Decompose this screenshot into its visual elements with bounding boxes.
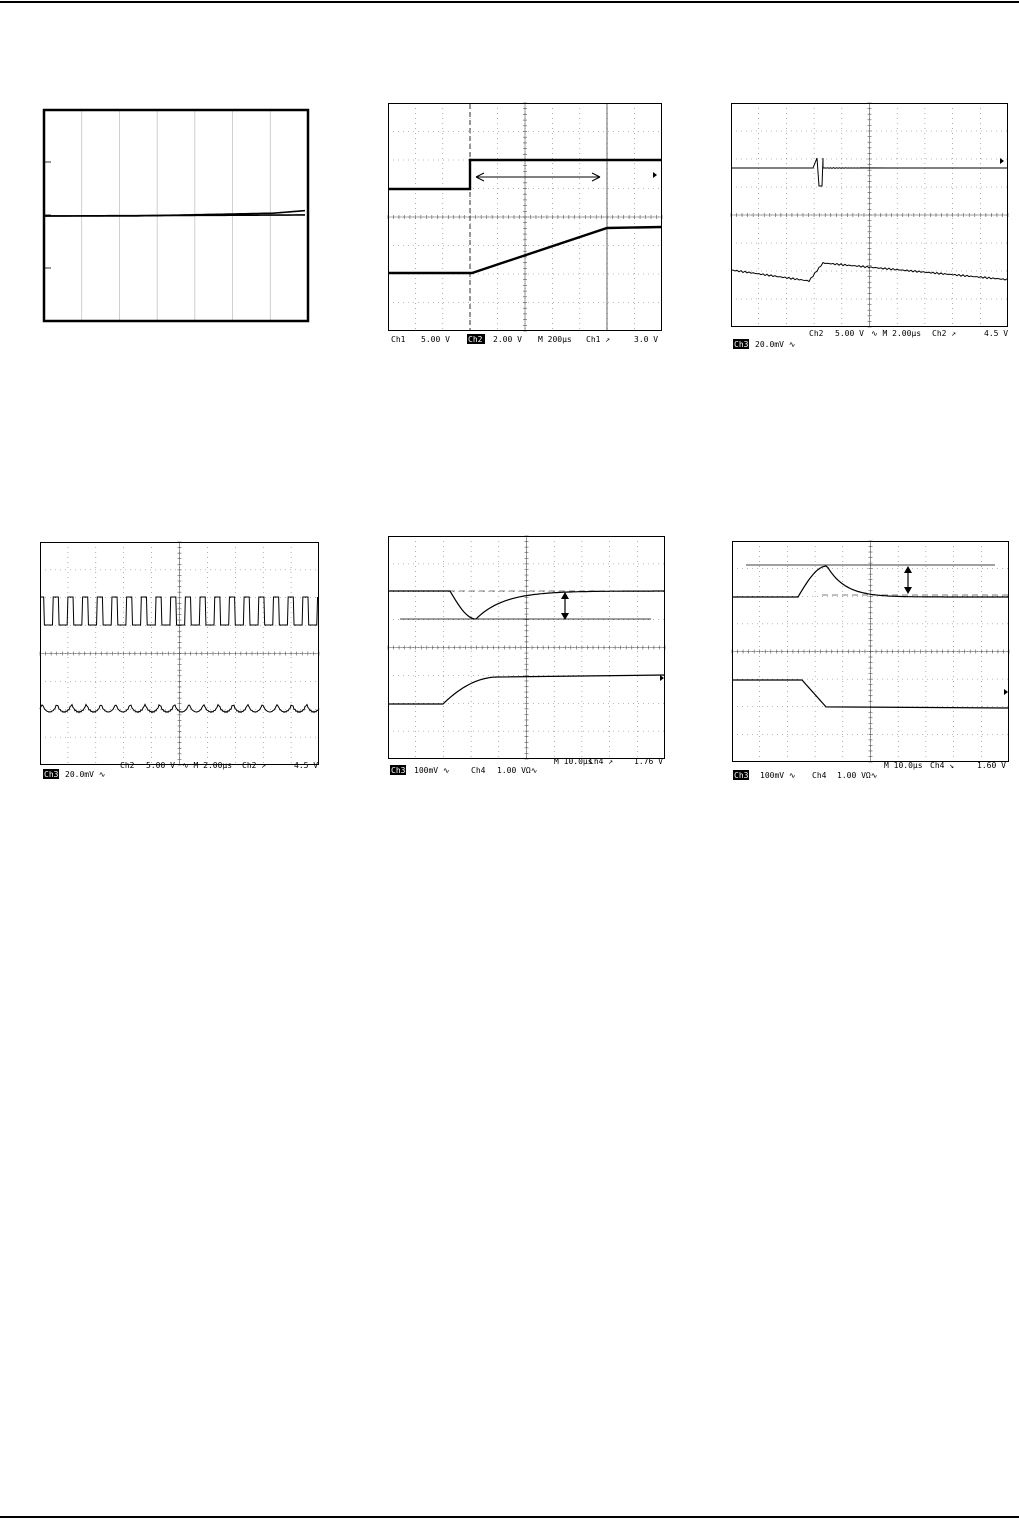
- ch3-scale: 100mV ∿: [760, 771, 796, 780]
- ch2-scale: 5.00 V: [146, 761, 175, 770]
- trigger-source: Ch2 ↗: [242, 761, 267, 770]
- plot-panel-1: [43, 109, 309, 322]
- grid: [40, 542, 319, 765]
- ch3-scale: 100mV ∿: [414, 766, 450, 775]
- ch2-label: Ch2: [120, 761, 135, 770]
- ch4-scale: 1.00 VΩ∿: [497, 766, 538, 775]
- ch2-trace: [40, 597, 318, 625]
- trigger-source: Ch2 ↗: [932, 329, 957, 338]
- grid: [732, 541, 1009, 762]
- ch3-label: Ch3: [44, 770, 59, 779]
- timebase: M 200µs: [538, 335, 572, 344]
- grid: [388, 103, 662, 331]
- scope-panel-6: [732, 541, 1014, 784]
- trigger-level-marker: [660, 675, 664, 681]
- ch3-scale: 20.0mV ∿: [755, 340, 796, 349]
- ch2-label: Ch2: [468, 335, 483, 344]
- ch3-trace: [732, 566, 1008, 597]
- grid: [731, 103, 1008, 327]
- scope-panel-4: [40, 542, 322, 780]
- trigger-source: Ch4 ↗: [589, 757, 614, 766]
- timebase: ∿ M 2.00µs: [182, 761, 233, 770]
- ch4-label: Ch4: [471, 766, 486, 775]
- timebase: M 10.0µs: [554, 757, 593, 766]
- trigger-source: Ch1 ↗: [586, 335, 611, 344]
- ch2-scale: 2.00 V: [493, 335, 522, 344]
- trigger-level: 4.5 V: [984, 329, 1009, 338]
- ch2-label: Ch2: [809, 329, 824, 338]
- scope-panel-2: [388, 103, 664, 346]
- trigger-level: 1.60 V: [977, 761, 1006, 770]
- ch1-scale: 5.00 V: [421, 335, 450, 344]
- ch4-label: Ch4: [812, 771, 827, 780]
- scope-panel-5: [388, 536, 668, 780]
- ch3-scale: 20.0mV ∿: [65, 770, 106, 779]
- ch1-label: Ch1: [391, 335, 406, 344]
- timebase: M 10.0µs: [884, 761, 923, 770]
- ch4-scale: 1.00 VΩ∿: [837, 771, 878, 780]
- scope-panel-3: [731, 103, 1013, 353]
- trigger-level-marker: [653, 172, 657, 178]
- timebase: ∿ M 2.00µs: [871, 329, 922, 338]
- trigger-level: 1.76 V: [634, 757, 663, 766]
- trigger-level: 3.0 V: [634, 335, 659, 344]
- ch3-label: Ch3: [391, 766, 406, 775]
- trigger-level: 4.5 V: [294, 761, 319, 770]
- bottom-rule: [0, 1516, 1019, 1518]
- ch3-trace: [388, 591, 664, 619]
- ch3-label: Ch3: [734, 771, 749, 780]
- trigger-source: Ch4 ↘: [930, 761, 955, 770]
- trigger-level-marker: [1004, 689, 1008, 695]
- grid: [388, 536, 665, 759]
- ch3-label: Ch3: [734, 340, 749, 349]
- top-rule: [0, 1, 1019, 3]
- ch2-scale: 5.00 V: [835, 329, 864, 338]
